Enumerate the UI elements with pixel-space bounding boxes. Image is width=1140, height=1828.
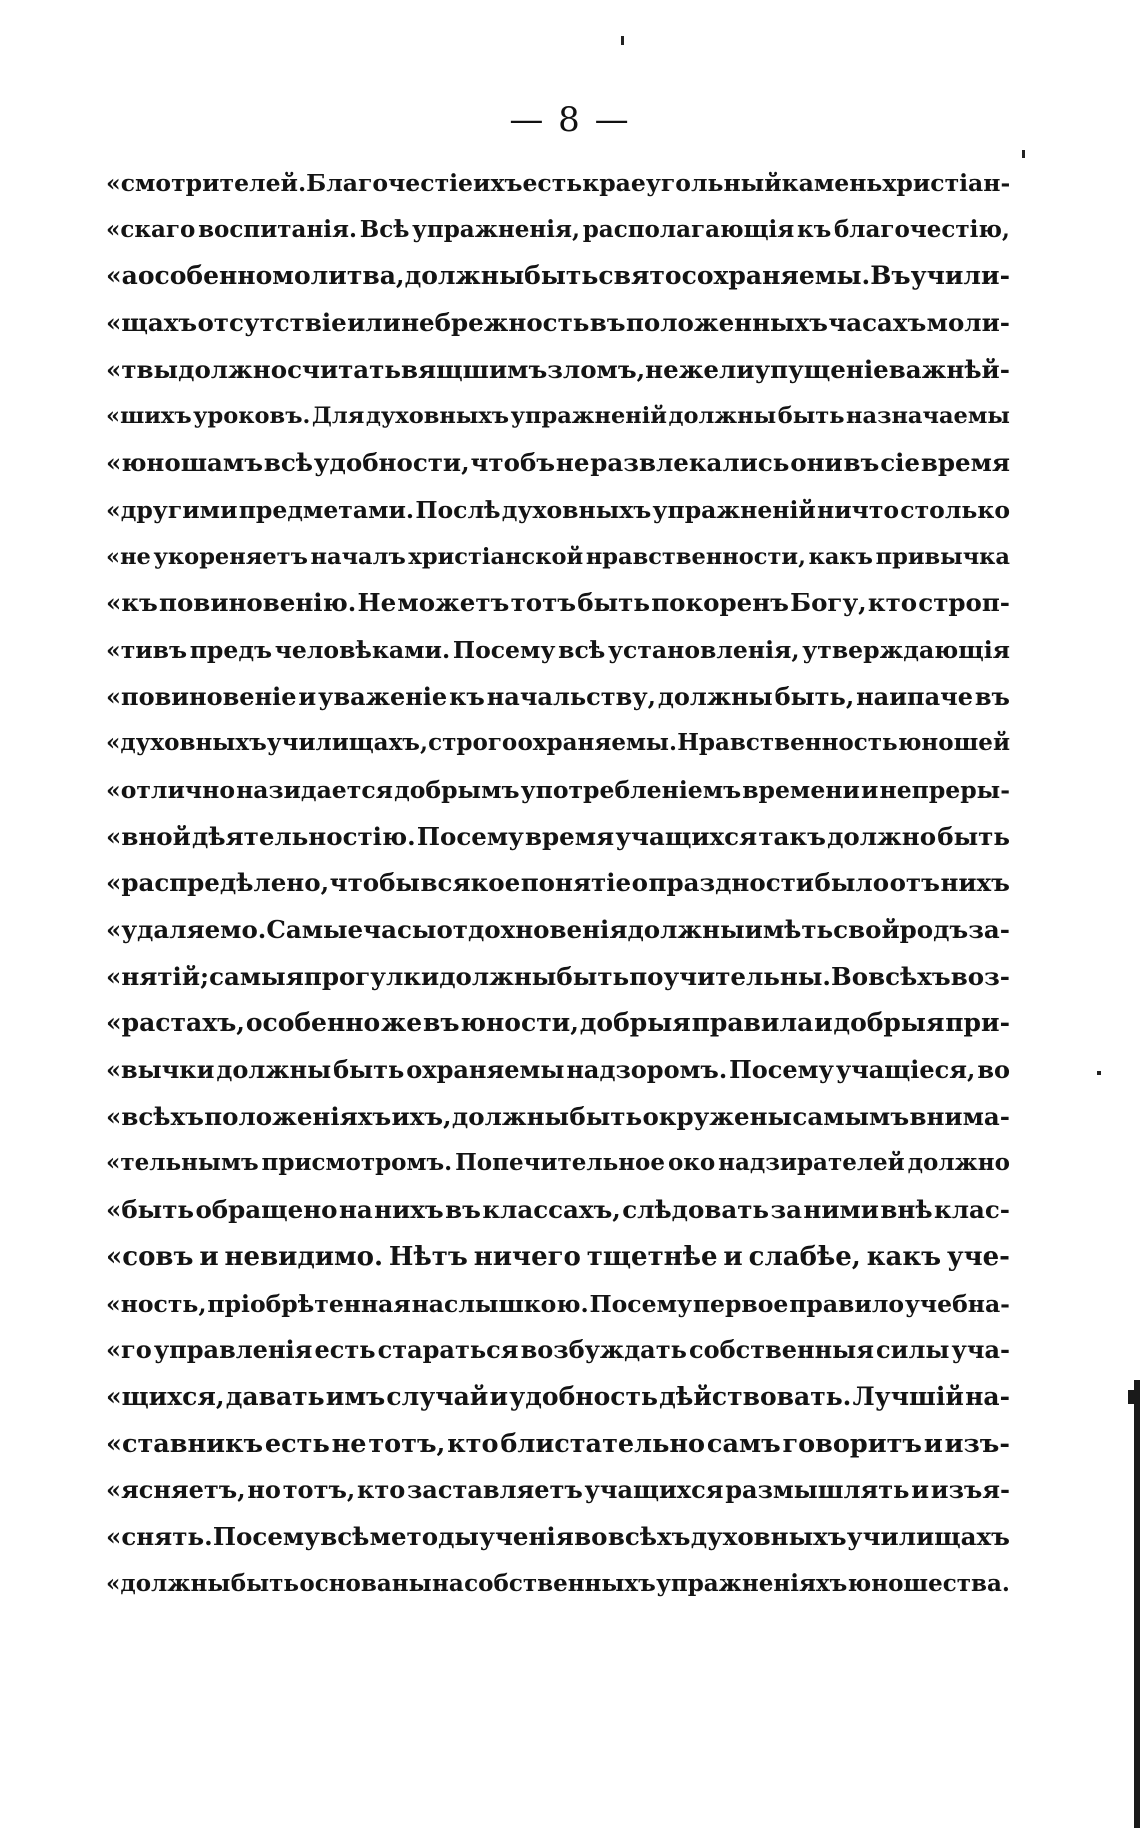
text-line: «твы должно считать вящшимъ зломъ, нежели упущеніе важнѣй- xyxy=(106,354,1010,384)
page-number: — 8 — xyxy=(509,100,631,140)
text-line: «вной дѣятельностію. Посему время учащихся такъ должно быть xyxy=(106,821,1010,851)
page-edge-mark xyxy=(1128,1390,1140,1404)
text-line: «распредѣлено, чтобы всякое понятіе о праздности было отъ нихъ xyxy=(106,868,1010,898)
text-line: «ясняетъ, но тотъ, кто заставляетъ учащихся размышлять и изъя- xyxy=(106,1475,1010,1505)
text-line: «щахъ отсутствіе или небрежность въ положенныхъ часахъ моли- xyxy=(106,308,1010,338)
text-line: «должны быть основаны на собственныхъ упражненіяхъ юношества. xyxy=(106,1569,1010,1597)
text-line: «а особенно молитва, должны быть свято сохраняемы. Въ учили- xyxy=(106,261,1010,291)
text-line: «повиновеніе и уваженіе къ начальству, должны быть, наипаче въ xyxy=(106,681,1010,711)
text-line: «удаляемо. Самые часы отдохновенія должны имѣть свой родъ за- xyxy=(106,915,1010,944)
text-line: «снять. Посему всѣ методы ученія во всѣхъ духовныхъ училищахъ xyxy=(106,1521,1010,1551)
text-line: «всѣхъ положеніяхъ ихъ, должны быть окружены самымъ внима- xyxy=(106,1101,1010,1131)
text-line: «къ повиновенію. Не можетъ тотъ быть покоренъ Богу, кто строп- xyxy=(106,588,1010,618)
text-line: «нятій; самыя прогулки должны быть поучительны. Во всѣхъ воз- xyxy=(106,961,1010,991)
text-line: «растахъ, особенно же въ юности, добрыя правила и добрыя при- xyxy=(106,1008,1010,1038)
text-line: «не укореняетъ началъ христіанской нравственности, какъ привычка xyxy=(106,543,1010,570)
text-line: «духовныхъ училищахъ, строго охраняемы. Нравственность юношей xyxy=(106,729,1010,757)
text-line: «го управленія есть стараться возбуждать собственныя силы уча- xyxy=(106,1335,1010,1365)
text-line: «другими предметами. Послѣ духовныхъ упражненій ничто столько xyxy=(106,495,1010,524)
scan-speck-right xyxy=(1022,150,1025,158)
text-line: «тельнымъ присмотромъ. Попечительное око надзирателей должно xyxy=(106,1149,1010,1177)
text-line: «юношамъ всѣ удобности, чтобъ не развлекались они въ сіе время xyxy=(106,448,1010,478)
page-edge-shadow xyxy=(1134,1380,1140,1828)
text-line: «ность, пріобрѣтенная наслышкою. Посему первое правило учебна- xyxy=(106,1289,1010,1318)
text-line: «смотрителей. Благочестіе ихъ есть краеугольный камень христіан- xyxy=(106,169,1010,197)
text-line: «тивъ предъ человѣками. Посему всѣ установленія, утверждающія xyxy=(106,635,1010,664)
text-line: «щихся, давать имъ случай и удобность дѣйствовать. Лучшій на- xyxy=(106,1381,1010,1411)
text-line: «отлично назидается добрымъ употребленіемъ времени и непреры- xyxy=(106,775,1010,804)
scan-speck-top xyxy=(621,36,624,45)
text-line: «скаго воспитанія. Всѣ упражненія, располагающія къ благочестію, xyxy=(106,215,1010,243)
scan-speck-margin xyxy=(1097,1071,1101,1075)
text-line: «ставникъ есть не тотъ, кто блистательно самъ говоритъ и изъ- xyxy=(106,1428,1010,1459)
text-line: «совъ и невидимо. Нѣтъ ничего тщетнѣе и слабѣе, какъ уче- xyxy=(106,1241,1010,1272)
text-line: «вычки должны быть охраняемы надзоромъ. Посему учащіеся, во xyxy=(106,1055,1010,1085)
text-line: «быть обращено на нихъ въ классахъ, слѣдовать за ними внѣ клас- xyxy=(106,1195,1010,1225)
text-line: «шихъ уроковъ. Для духовныхъ упражненій должны быть назначаемы xyxy=(106,403,1010,430)
body-text xyxy=(106,160,1010,1607)
